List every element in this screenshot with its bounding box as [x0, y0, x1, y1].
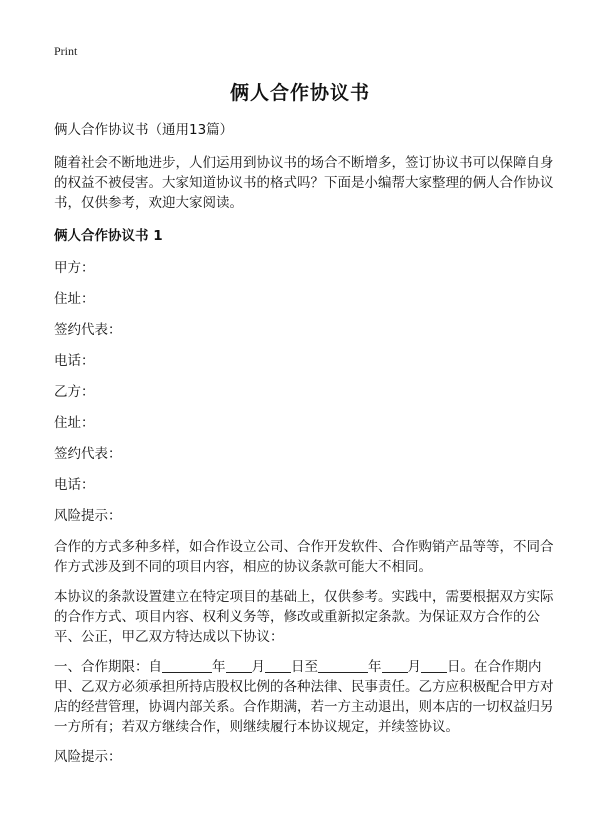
clause-day-to: 日至	[291, 659, 318, 675]
terms-paragraph: 本协议的条款设置建立在特定项目的基础上，仅供参考。实践中，需要根据双方实际的合作方式、项目内容、权利义务等，修改或重新拟定条款。为保证双方合作的公平、公正，甲乙双方特达成以下协议：	[54, 589, 554, 645]
party-b-representative-field: 签约代表：	[54, 446, 122, 462]
party-b-field: 乙方：	[54, 384, 95, 400]
party-a-address-field: 住址：	[54, 291, 95, 307]
clause-cooperation-period	[54, 657, 556, 737]
risk-label: 风险提示：	[54, 749, 122, 765]
clause-rest: 日。在合作期内甲、乙双方必须承担所持店股权比例的各种法律、民事责任。乙方应积极配合甲方对店的经营管理，协调内部关系。合作期满，若一方主动退出，则本店的一切权益归另一方所有；若双方继续合作，则继续履行本协议规定，并续签协议。	[54, 659, 554, 735]
risk-label: 风险提示：	[54, 508, 122, 524]
clause-year: 年	[212, 659, 226, 675]
document-body	[54, 120, 556, 778]
blank-line	[226, 658, 252, 673]
blank-line	[382, 658, 408, 673]
party-a-phone-field: 电话：	[54, 353, 95, 369]
clause-prefix: 一、合作期限：自	[54, 659, 162, 675]
party-a-representative-field: 签约代表：	[54, 322, 122, 338]
blank-line	[421, 658, 447, 673]
intro-paragraph: 随着社会不断地进步，人们运用到协议书的场合不断增多，签订协议书可以保障自身的权益不被侵害。大家知道协议书的格式吗？下面是小编帮大家整理的俩人合作协议书，仅供参考，欢迎大家阅读。	[54, 155, 554, 211]
clause-month: 月	[251, 659, 265, 675]
risk-paragraph: 合作的方式多种多样，如合作设立公司、合作开发软件、合作购销产品等等，不同合作方式涉及到不同的项目内容，相应的协议条款可能大不相同。	[54, 539, 554, 575]
blank-line	[162, 658, 212, 673]
party-b-phone-field: 电话：	[54, 477, 95, 493]
blank-line	[265, 658, 291, 673]
party-a-field: 甲方：	[54, 260, 95, 276]
section-heading: 俩人合作协议书 1	[54, 228, 163, 244]
blank-line	[318, 658, 368, 673]
print-link[interactable]: Print	[54, 44, 78, 58]
clause-year: 年	[368, 659, 382, 675]
document-subtitle: 俩人合作协议书（通用13篇）	[54, 122, 234, 138]
clause-month: 月	[407, 659, 421, 675]
party-b-address-field: 住址：	[54, 415, 95, 431]
document-title: 俩人合作协议书	[229, 82, 370, 104]
